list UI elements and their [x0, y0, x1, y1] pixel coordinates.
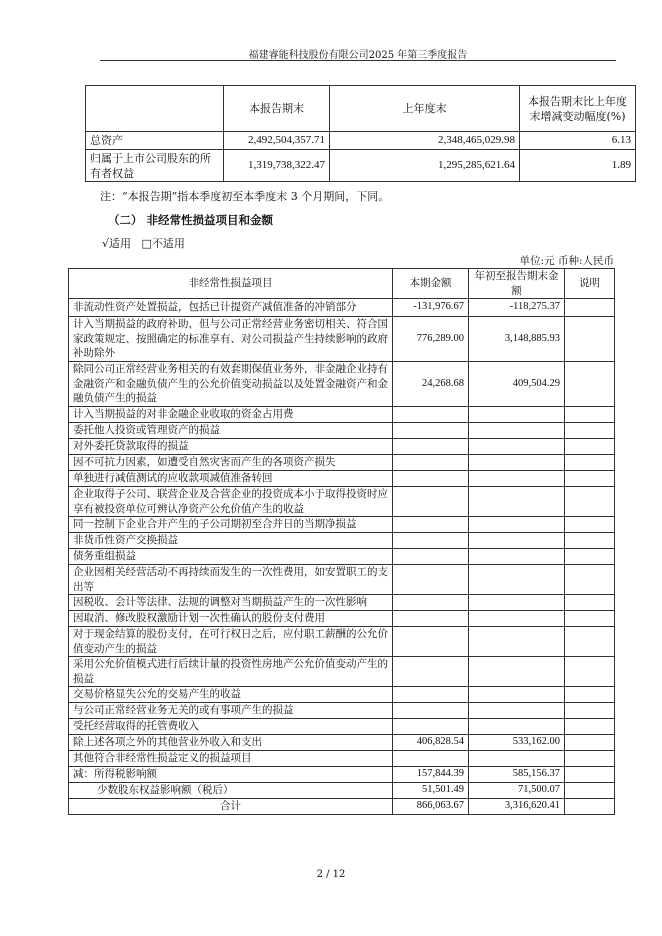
- table-row: [69, 533, 615, 549]
- amount-cell: 3,148,885.93: [469, 317, 565, 362]
- amount-cell: [469, 487, 565, 517]
- remark-cell: [565, 703, 615, 719]
- item-label: 采用公允价值模式进行后续计量的投资性房地产公允价值变动产生的损益: [69, 657, 393, 687]
- amount-cell: [393, 565, 469, 595]
- remark-cell: [565, 611, 615, 627]
- remark-cell: [565, 657, 615, 687]
- nonrecurring-table: [68, 268, 615, 815]
- remark-cell: [565, 767, 615, 783]
- amount-cell: 776,289.00: [393, 317, 469, 362]
- remark-cell: [565, 627, 615, 657]
- table-row: [69, 751, 615, 767]
- item-label: 少数股东权益影响额（税后）: [69, 783, 393, 799]
- item-label: 因取消、修改股权激励计划一次性确认的股份支付费用: [69, 611, 393, 627]
- header-cell: 年初至报告期末金额: [469, 269, 565, 299]
- item-label: 因不可抗力因素，如遭受自然灾害而产生的各项资产损失: [69, 455, 393, 471]
- amount-cell: [469, 549, 565, 565]
- remark-cell: [565, 423, 615, 439]
- table-header-row: [69, 269, 615, 299]
- remark-cell: [565, 549, 615, 565]
- remark-cell: [565, 565, 615, 595]
- amount-cell: [393, 627, 469, 657]
- item-label: 非流动性资产处置损益，包括已计提资产减值准备的冲销部分: [69, 299, 393, 317]
- header-cell: 本报告期末比上年度末增减变动幅度(%): [520, 86, 636, 132]
- amount-cell: [393, 611, 469, 627]
- remark-cell: [565, 487, 615, 517]
- remark-cell: [565, 687, 615, 703]
- table-header-row: [86, 86, 636, 132]
- value-cell: 6.13: [520, 132, 636, 150]
- table-row: [69, 611, 615, 627]
- amount-cell: [469, 611, 565, 627]
- remark-cell: [565, 735, 615, 751]
- item-label: 同一控制下企业合并产生的子公司期初至合并日的当期净损益: [69, 517, 393, 533]
- table-row: [69, 687, 615, 703]
- amount-cell: [393, 595, 469, 611]
- amount-cell: [393, 687, 469, 703]
- amount-cell: 406,828.54: [393, 735, 469, 751]
- item-label: 非货币性资产交换损益: [69, 533, 393, 549]
- header-cell: 非经常性损益项目: [69, 269, 393, 299]
- amount-cell: 409,504.29: [469, 362, 565, 407]
- amount-cell: 866,063.67: [393, 799, 469, 815]
- remark-cell: [565, 595, 615, 611]
- item-label: 对外委托贷款取得的损益: [69, 439, 393, 455]
- amount-cell: [469, 751, 565, 767]
- item-label: 对于现金结算的股份支付，在可行权日之后，应付职工薪酬的公允价值变动产生的损益: [69, 627, 393, 657]
- amount-cell: [393, 487, 469, 517]
- table-row: [69, 783, 615, 799]
- item-label: 交易价格显失公允的交易产生的收益: [69, 687, 393, 703]
- remark-cell: [565, 471, 615, 487]
- page-number: 2 / 12: [316, 869, 346, 880]
- item-label: 除上述各项之外的其他营业外收入和支出: [69, 735, 393, 751]
- table-note: 注：“本报告期”指本季度初至本季度末 3 个月期间，下同。: [100, 190, 390, 203]
- amount-cell: [393, 439, 469, 455]
- amount-cell: 51,501.49: [393, 783, 469, 799]
- table-row: [69, 595, 615, 611]
- applicable-checkbox: √适用: [102, 237, 132, 250]
- remark-cell: [565, 533, 615, 549]
- amount-cell: 533,162.00: [469, 735, 565, 751]
- remark-cell: [565, 317, 615, 362]
- amount-cell: 157,844.39: [393, 767, 469, 783]
- table-row: [69, 471, 615, 487]
- amount-cell: 71,500.07: [469, 783, 565, 799]
- page-header: 福建睿能科技股份有限公司2025 年第三季度报告: [248, 50, 468, 61]
- table-row: [69, 299, 615, 317]
- amount-cell: [469, 595, 565, 611]
- currency-unit: 单位:元 币种:人民币: [519, 255, 614, 267]
- amount-cell: [469, 719, 565, 735]
- item-label: 企业取得子公司、联营企业及合营企业的投资成本小于取得投资时应享有被投资单位可辨认净资产公允价值产生的收益: [69, 487, 393, 517]
- amount-cell: [469, 407, 565, 423]
- remark-cell: [565, 783, 615, 799]
- table-row: [69, 799, 615, 815]
- header-cell: 说明: [565, 269, 615, 299]
- amount-cell: [393, 517, 469, 533]
- item-label: 合计: [69, 799, 393, 815]
- remark-cell: [565, 719, 615, 735]
- amount-cell: 3,316,620.41: [469, 799, 565, 815]
- table-row: [69, 423, 615, 439]
- amount-cell: [469, 423, 565, 439]
- item-label: 减：所得税影响额: [69, 767, 393, 783]
- remark-cell: [565, 299, 615, 317]
- amount-cell: [393, 549, 469, 565]
- table-row: [86, 132, 636, 150]
- amount-cell: [469, 455, 565, 471]
- table-row: [69, 767, 615, 783]
- row-label: 归属于上市公司股东的所有者权益: [86, 150, 224, 182]
- not-applicable-checkbox: □不适用: [141, 237, 185, 250]
- item-label: 受托经营取得的托管费收入: [69, 719, 393, 735]
- table-row: [69, 407, 615, 423]
- remark-cell: [565, 751, 615, 767]
- value-cell: 1.89: [520, 150, 636, 182]
- table-row: [69, 565, 615, 595]
- value-cell: 1,319,738,322.47: [224, 150, 330, 182]
- amount-cell: [469, 533, 565, 549]
- applicability-options: [102, 235, 185, 251]
- value-cell: 2,348,465,029.98: [330, 132, 520, 150]
- remark-cell: [565, 799, 615, 815]
- remark-cell: [565, 407, 615, 423]
- amount-cell: [469, 627, 565, 657]
- table-row: [69, 549, 615, 565]
- item-label: 单独进行减值测试的应收款项减值准备转回: [69, 471, 393, 487]
- table-row: [69, 703, 615, 719]
- amount-cell: [469, 687, 565, 703]
- balance-table: [85, 85, 636, 182]
- row-label: 总资产: [86, 132, 224, 150]
- amount-cell: [393, 471, 469, 487]
- table-row: [69, 657, 615, 687]
- table-row: [69, 719, 615, 735]
- table-row: [69, 455, 615, 471]
- amount-cell: [393, 657, 469, 687]
- amount-cell: 24,268.68: [393, 362, 469, 407]
- amount-cell: [393, 407, 469, 423]
- remark-cell: [565, 455, 615, 471]
- remark-cell: [565, 362, 615, 407]
- amount-cell: [469, 565, 565, 595]
- amount-cell: [469, 703, 565, 719]
- item-label: 债务重组损益: [69, 549, 393, 565]
- item-label: 企业因相关经营活动不再持续而发生的一次性费用，如安置职工的支出等: [69, 565, 393, 595]
- remark-cell: [565, 439, 615, 455]
- table-row: [69, 517, 615, 533]
- header-cell: 本期金额: [393, 269, 469, 299]
- amount-cell: [469, 471, 565, 487]
- table-row: [69, 439, 615, 455]
- item-label: 与公司正常经营业务无关的或有事项产生的损益: [69, 703, 393, 719]
- amount-cell: [393, 719, 469, 735]
- table-row: [86, 150, 636, 182]
- item-label: 计入当期损益的对非金融企业收取的资金占用费: [69, 407, 393, 423]
- amount-cell: -118,275.37: [469, 299, 565, 317]
- amount-cell: [393, 751, 469, 767]
- remark-cell: [565, 517, 615, 533]
- header-cell: [86, 86, 224, 132]
- amount-cell: 585,156.37: [469, 767, 565, 783]
- table-row: [69, 735, 615, 751]
- amount-cell: [393, 455, 469, 471]
- amount-cell: [393, 533, 469, 549]
- amount-cell: [393, 423, 469, 439]
- table-row: [69, 362, 615, 407]
- item-label: 计入当期损益的政府补助，但与公司正常经营业务密切相关、符合国家政策规定、按照确定的标准享有、对公司损益产生持续影响的政府补助除外: [69, 317, 393, 362]
- header-cell: 上年度末: [330, 86, 520, 132]
- amount-cell: -131,976.67: [393, 299, 469, 317]
- item-label: 委托他人投资或管理资产的损益: [69, 423, 393, 439]
- table-row: [69, 627, 615, 657]
- table-row: [69, 487, 615, 517]
- amount-cell: [469, 439, 565, 455]
- value-cell: 2,492,504,357.71: [224, 132, 330, 150]
- amount-cell: [393, 703, 469, 719]
- value-cell: 1,295,285,621.64: [330, 150, 520, 182]
- amount-cell: [469, 657, 565, 687]
- section-title: （二） 非经常性损益项目和金额: [108, 213, 274, 227]
- amount-cell: [469, 517, 565, 533]
- header-rule: [100, 60, 616, 61]
- item-label: 除同公司正常经营业务相关的有效套期保值业务外，非金融企业持有金融资产和金融负债产生的公允价值变动损益以及处置金融资产和金融负债产生的损益: [69, 362, 393, 407]
- header-cell: 本报告期末: [224, 86, 330, 132]
- table-row: [69, 317, 615, 362]
- item-label: 因税收、会计等法律、法规的调整对当期损益产生的一次性影响: [69, 595, 393, 611]
- item-label: 其他符合非经常性损益定义的损益项目: [69, 751, 393, 767]
